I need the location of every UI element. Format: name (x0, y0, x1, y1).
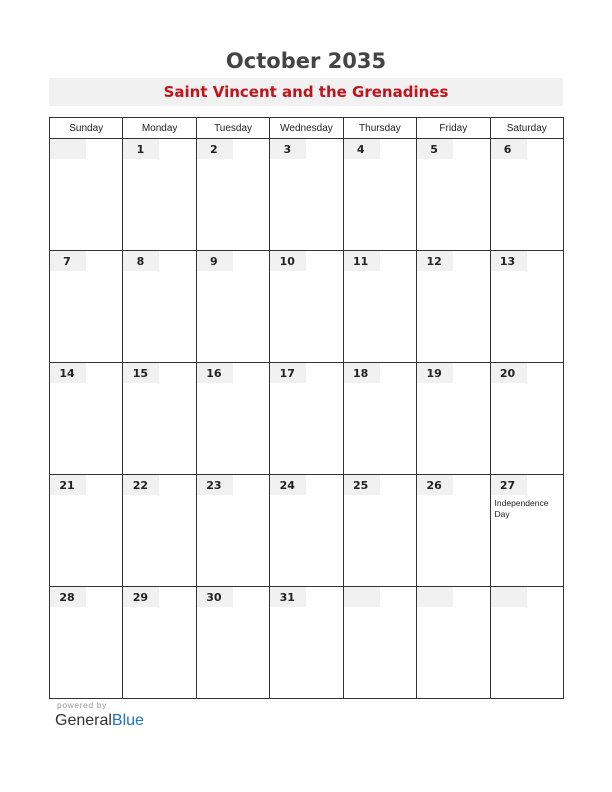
day-number (344, 363, 380, 383)
day-number (50, 251, 86, 271)
day-cell (490, 587, 563, 699)
day-number-label: 18 (353, 367, 369, 380)
day-cell (417, 475, 490, 587)
day-cell (196, 475, 269, 587)
day-number (270, 251, 306, 271)
day-number-label: 8 (136, 255, 145, 268)
day-number-label: 27 (499, 479, 516, 492)
country-banner (49, 78, 563, 106)
day-number (270, 475, 306, 495)
day-cell (270, 475, 343, 587)
weekday-tuesday: Tuesday (196, 118, 269, 139)
day-number-label: 29 (132, 591, 149, 604)
day-cell (123, 251, 196, 363)
day-number (491, 475, 527, 495)
day-number-label: 2 (210, 143, 218, 156)
day-number (123, 251, 159, 271)
day-cell (490, 251, 563, 363)
day-number (491, 363, 527, 383)
weekday-monday: Monday (123, 118, 196, 139)
day-number-label: 14 (59, 367, 75, 380)
brand-blue-text: Blue (111, 712, 144, 729)
day-cell (270, 363, 343, 475)
day-cell (417, 587, 490, 699)
day-number-label: 4 (356, 143, 365, 156)
day-cell (196, 139, 269, 251)
day-number (270, 139, 306, 159)
day-number-label: 20 (499, 367, 516, 380)
day-number (50, 475, 86, 495)
day-number-label: 5 (430, 143, 438, 156)
day-number-label: 11 (353, 255, 369, 268)
week-row (50, 139, 564, 251)
day-number (123, 139, 159, 159)
day-number (417, 475, 453, 495)
day-number (197, 363, 233, 383)
brand-general-text: General (55, 712, 112, 729)
day-cell (343, 251, 416, 363)
day-cell (50, 139, 123, 251)
day-number (417, 363, 453, 383)
day-number (270, 587, 306, 607)
day-cell (417, 363, 490, 475)
day-number-label: 24 (279, 479, 295, 492)
day-cell (343, 363, 416, 475)
day-cell (50, 587, 123, 699)
day-number (344, 251, 380, 271)
day-number-label: 1 (136, 143, 145, 156)
day-cell (50, 475, 123, 587)
day-number (123, 363, 159, 383)
day-cell (417, 251, 490, 363)
day-cell (490, 139, 563, 251)
page-title: October 2035 (225, 49, 387, 73)
day-number-label: 25 (353, 479, 369, 492)
day-cell (417, 139, 490, 251)
day-number-label: 7 (63, 255, 71, 268)
day-number (197, 251, 233, 271)
day-number (491, 251, 527, 271)
day-cell (50, 363, 123, 475)
day-cell (196, 251, 269, 363)
day-cell (196, 587, 269, 699)
day-number-label: 17 (279, 367, 295, 380)
day-number (123, 475, 159, 495)
day-number-label: 31 (279, 591, 295, 604)
day-number-label: 12 (426, 255, 442, 268)
week-row (50, 363, 564, 475)
day-number-label: 15 (132, 367, 149, 380)
week-row (50, 251, 564, 363)
holiday-label: Independence Day (494, 498, 549, 519)
day-cell (123, 475, 196, 587)
day-number (417, 587, 453, 607)
day-number (417, 251, 453, 271)
day-number-label: 19 (426, 367, 442, 380)
day-cell (490, 475, 563, 587)
day-number (197, 475, 233, 495)
day-cell (490, 363, 563, 475)
day-number (50, 587, 86, 607)
day-cell (270, 587, 343, 699)
weekday-header-row (50, 118, 564, 139)
week-row (50, 587, 564, 699)
day-number-label: 10 (279, 255, 295, 268)
day-cell (123, 363, 196, 475)
day-cell (343, 475, 416, 587)
week-row (50, 475, 564, 587)
weekday-wednesday: Wednesday (270, 118, 343, 139)
day-cell (343, 587, 416, 699)
day-cell (196, 363, 269, 475)
day-number (344, 139, 380, 159)
day-number (197, 139, 233, 159)
day-number (50, 363, 86, 383)
day-number-label: 16 (206, 367, 222, 380)
day-number (491, 139, 527, 159)
day-cell (270, 139, 343, 251)
day-cell (123, 139, 196, 251)
day-cell (123, 587, 196, 699)
day-number-label: 28 (59, 591, 75, 604)
day-number-label: 21 (59, 479, 75, 492)
day-number-label: 3 (283, 143, 292, 156)
day-number (491, 587, 527, 607)
day-number-label: 26 (426, 479, 442, 492)
generalblue-logo[interactable] (55, 712, 144, 730)
day-number (123, 587, 159, 607)
weekday-sunday: Sunday (50, 118, 123, 139)
day-number (197, 587, 233, 607)
day-number-label: 13 (499, 255, 516, 268)
day-number (417, 139, 453, 159)
powered-by-text: powered by (57, 700, 107, 710)
day-number (344, 475, 380, 495)
day-cell (343, 139, 416, 251)
day-cell (50, 251, 123, 363)
day-number-label: 22 (132, 479, 149, 492)
day-number (344, 587, 380, 607)
weekday-friday: Friday (417, 118, 490, 139)
country-name: Saint Vincent and the Grenadines (163, 83, 449, 101)
weekday-saturday: Saturday (490, 118, 563, 139)
calendar-grid (49, 117, 564, 699)
day-number-label: 30 (206, 591, 222, 604)
weekday-thursday: Thursday (343, 118, 416, 139)
day-number-label: 6 (503, 143, 512, 156)
day-number-label: 9 (210, 255, 218, 268)
day-cell (270, 251, 343, 363)
day-number (50, 139, 86, 159)
day-number (270, 363, 306, 383)
day-number-label: 23 (206, 479, 222, 492)
